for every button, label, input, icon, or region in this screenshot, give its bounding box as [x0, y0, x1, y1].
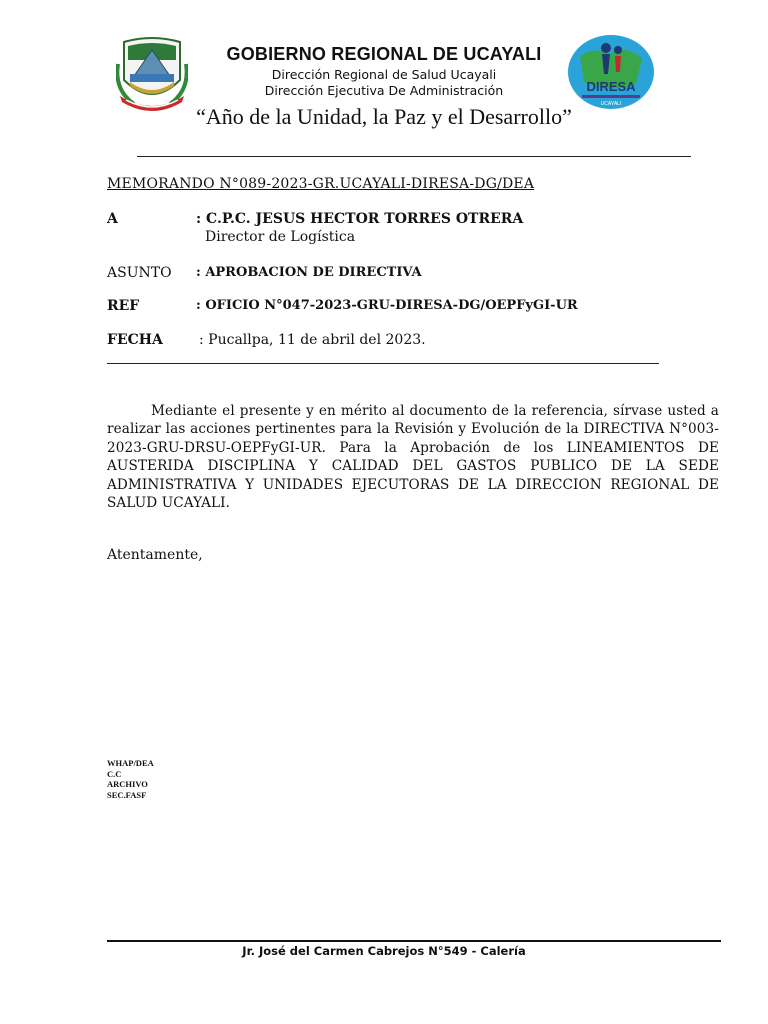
subject-value: : APROBACION DE DIRECTIVA: [196, 265, 422, 280]
to-role: Director de Logística: [205, 229, 356, 245]
initials-line: WHAP/DEA: [107, 758, 154, 768]
org-subtitle-1: Dirección Regional de Salud Ucayali: [271, 67, 497, 82]
ref-label: REF: [107, 298, 140, 314]
footer-address: Jr. José del Carmen Cabrejos N°549 - Calería: [242, 944, 526, 958]
date-label: FECHA: [107, 332, 163, 348]
initials-line: C.C: [107, 768, 122, 779]
subject-label: ASUNTO: [107, 265, 172, 281]
to-value: : C.P.C. JESUS HECTOR TORRES OTRERA: [196, 211, 524, 227]
diresa-logo-text: DIRESA: [586, 79, 636, 94]
date-value: : Pucallpa, 11 de abril del 2023.: [199, 332, 426, 348]
org-subtitle-2: Dirección Ejecutiva De Administración: [264, 83, 504, 98]
initials-line: ARCHIVO: [107, 779, 148, 789]
fields-divider: [107, 363, 659, 364]
memo-number: MEMORANDO N°089-2023-GR.UCAYALI-DIRESA-DG/DEA: [107, 176, 535, 192]
year-motto: “Año de la Unidad, la Paz y el Desarrollo”: [196, 104, 572, 129]
memo-body-paragraph: Mediante el presente y en mérito al documento de la referencia, sírvase usted a realizar las acciones pertinentes para la Revisión y Evolución de la DIRECTIVA N°003-2023-GRU-DRSU-OEPFyGI-UR. Para la Aprobación de los LINEAMIENTOS DE AUSTERIDA DISCIPLINA Y CALIDAD DEL GASTOS PUBLICO DE LA SEDE ADMINISTRATIVA Y UNIDADES EJECUTORAS DE LA DIRECCION REGIONAL DE SALUD UCAYALI.: [107, 403, 719, 512]
initials-line: SEC.FASF: [107, 789, 147, 800]
closing-salutation: Atentamente,: [107, 547, 203, 563]
diresa-logo-subtext: UCAYALI: [600, 101, 622, 107]
footer-divider: [107, 940, 721, 942]
reference-initials: [107, 758, 154, 800]
org-title: GOBIERNO REGIONAL DE UCAYALI: [226, 44, 542, 64]
ref-value: : OFICIO N°047-2023-GRU-DIRESA-DG/OEPFyGI-UR: [196, 298, 578, 313]
header-divider: [137, 156, 691, 157]
to-label: A: [107, 211, 118, 227]
